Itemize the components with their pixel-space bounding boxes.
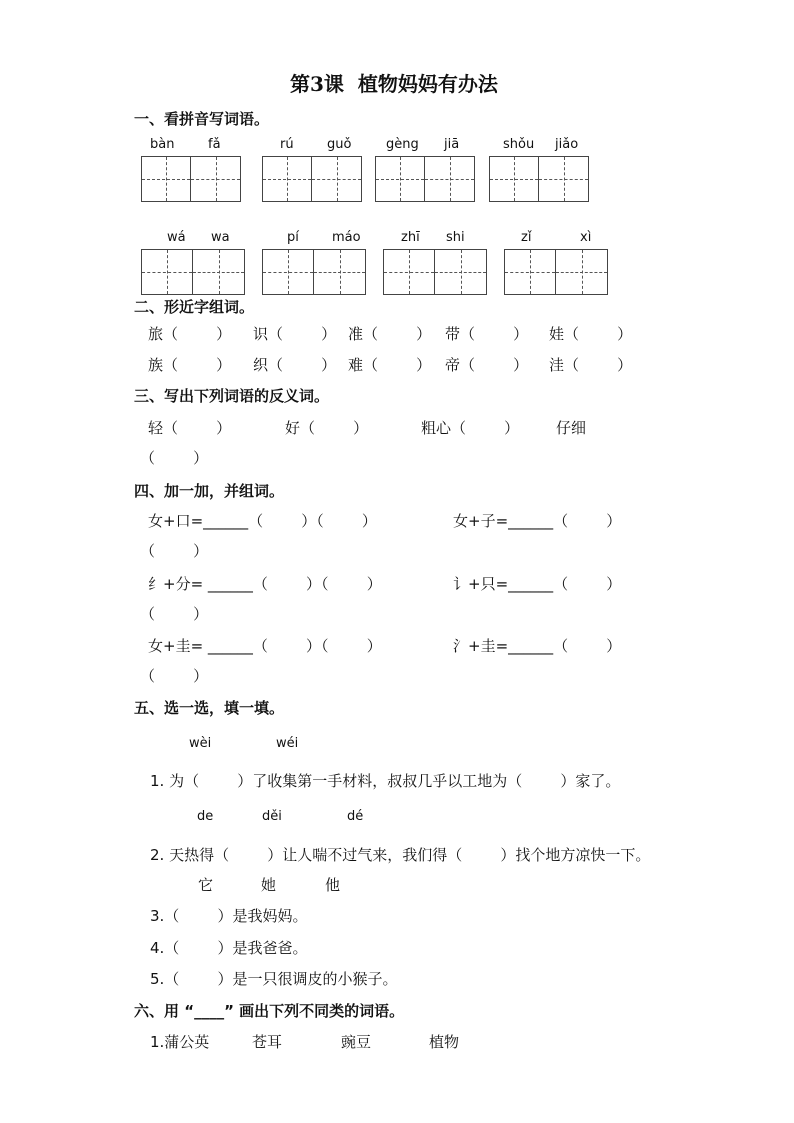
answer-blank: （ ） bbox=[140, 449, 209, 467]
page-title: 第3课 植物妈妈有办法 bbox=[290, 72, 498, 96]
pinyin: jiǎo bbox=[555, 137, 579, 152]
writing-grid[interactable] bbox=[141, 249, 245, 295]
writing-grid[interactable] bbox=[262, 249, 366, 295]
pinyin: bàn bbox=[150, 137, 175, 152]
question-4: 4.（ ）是我爸爸。 bbox=[150, 939, 308, 957]
question-3: 3.（ ）是我妈妈。 bbox=[150, 907, 308, 925]
pinyin: de bbox=[197, 809, 214, 824]
word-item: 帝（ ） bbox=[445, 356, 529, 374]
answer-blank: （ ） bbox=[140, 542, 209, 560]
word-item: 织（ ） bbox=[253, 356, 337, 374]
word-item: 豌豆 bbox=[341, 1033, 372, 1051]
word-item: 好（ ） bbox=[285, 419, 369, 437]
pinyin: guǒ bbox=[327, 137, 352, 152]
section-4-heading: 四、加一加，并组词。 bbox=[134, 482, 285, 500]
formula-item: 氵+圭=______（ ） bbox=[453, 637, 622, 655]
word-item: 带（ ） bbox=[445, 325, 529, 343]
pinyin: pí bbox=[287, 230, 299, 245]
pinyin: rú bbox=[280, 137, 294, 152]
word-item: 难（ ） bbox=[348, 356, 432, 374]
pinyin: wá bbox=[167, 230, 186, 245]
word-item: 苍耳 bbox=[252, 1033, 283, 1051]
pinyin: xì bbox=[580, 230, 592, 245]
word-item: 娃（ ） bbox=[549, 325, 633, 343]
section-1-heading: 一、看拼音写词语。 bbox=[134, 110, 270, 128]
formula-item: 纟+分= ______（ ）（ ） bbox=[148, 575, 382, 593]
pinyin: wéi bbox=[276, 736, 299, 751]
option-word: 他 bbox=[325, 876, 341, 894]
word-item: 旅（ ） bbox=[148, 325, 232, 343]
formula-item: 女+口=______（ ）（ ） bbox=[148, 512, 377, 530]
pinyin: zhī bbox=[401, 230, 420, 245]
word-item: 轻（ ） bbox=[148, 419, 232, 437]
option-word: 它 bbox=[198, 876, 214, 894]
question-1: 1. 为（ ）了收集第一手材料，叔叔几乎以工地为（ ）家了。 bbox=[150, 772, 621, 790]
word-item: 族（ ） bbox=[148, 356, 232, 374]
pinyin: zǐ bbox=[521, 230, 532, 245]
writing-grid[interactable] bbox=[489, 156, 589, 202]
answer-blank: （ ） bbox=[140, 667, 209, 685]
pinyin: wèi bbox=[189, 736, 212, 751]
writing-grid[interactable] bbox=[383, 249, 487, 295]
question-2: 2. 天热得（ ）让人喘不过气来，我们得（ ）找个地方凉快一下。 bbox=[150, 846, 651, 864]
pinyin: gèng bbox=[386, 137, 419, 152]
pinyin: wa bbox=[211, 230, 230, 245]
pinyin: shǒu bbox=[503, 137, 535, 152]
pinyin: dé bbox=[347, 809, 364, 824]
writing-grid[interactable] bbox=[262, 156, 362, 202]
word-item: 识（ ） bbox=[253, 325, 337, 343]
writing-grid[interactable] bbox=[375, 156, 475, 202]
word-item: 粗心（ ） bbox=[421, 419, 520, 437]
pinyin: máo bbox=[332, 230, 361, 245]
pinyin: děi bbox=[262, 809, 282, 824]
section-6-heading: 六、用 “____” 画出下列不同类的词语。 bbox=[134, 1002, 405, 1020]
word-item: 仔细 bbox=[556, 419, 587, 437]
answer-blank: （ ） bbox=[140, 605, 209, 623]
word-item: 1.蒲公英 bbox=[150, 1033, 210, 1051]
option-word: 她 bbox=[261, 876, 277, 894]
word-item: 植物 bbox=[429, 1033, 460, 1051]
writing-grid[interactable] bbox=[141, 156, 241, 202]
pinyin: jiā bbox=[444, 137, 460, 152]
formula-item: 女+圭= ______（ ）（ ） bbox=[148, 637, 382, 655]
formula-item: 讠+只=______（ ） bbox=[453, 575, 622, 593]
formula-item: 女+子=______（ ） bbox=[453, 512, 622, 530]
writing-grid[interactable] bbox=[504, 249, 608, 295]
pinyin: shi bbox=[446, 230, 465, 245]
question-5: 5.（ ）是一只很调皮的小猴子。 bbox=[150, 970, 398, 988]
word-item: 洼（ ） bbox=[549, 356, 633, 374]
section-5-heading: 五、选一选，填一填。 bbox=[134, 699, 285, 717]
word-item: 准（ ） bbox=[348, 325, 432, 343]
pinyin: fǎ bbox=[208, 137, 221, 152]
section-3-heading: 三、写出下列词语的反义词。 bbox=[134, 387, 330, 405]
section-2-heading: 二、形近字组词。 bbox=[134, 298, 255, 316]
